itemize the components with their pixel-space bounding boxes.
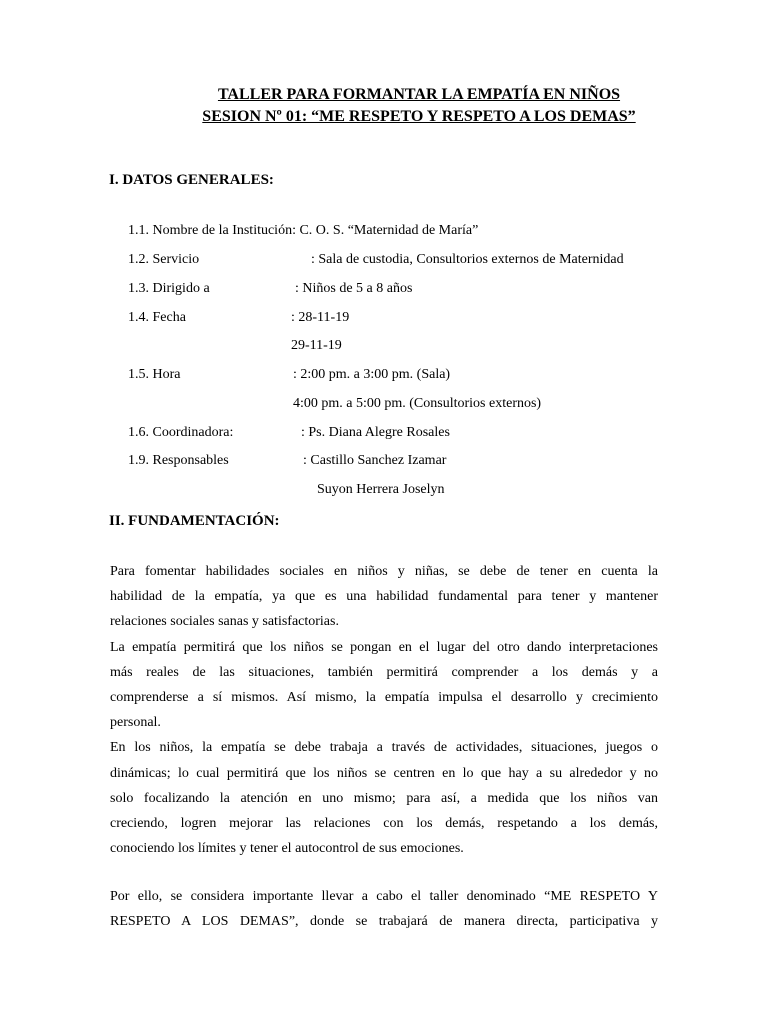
item-value: Suyon Herrera Joselyn — [317, 482, 445, 497]
text-line: La empatía permitirá que los niños se pongan en el lugar del otro dando interpretaciones — [110, 639, 658, 655]
item-label: 1.9. Responsables — [128, 453, 229, 468]
item-label: 1.1. Nombre de la Institución: C. O. S. “Maternidad de María” — [128, 223, 479, 238]
section-heading-fundamentacion: II. FUNDAMENTACIÓN: — [109, 513, 280, 529]
item-label: 1.2. Servicio — [128, 252, 200, 267]
item-value: : Niños de 5 a 8 años — [295, 281, 413, 296]
document-title-line-2: SESION Nº 01: “ME RESPETO Y RESPETO A LOS DEMAS” — [202, 108, 636, 125]
text-line: En los niños, la empatía se debe trabaja a través de actividades, situaciones, juegos o — [110, 740, 658, 756]
item-label: 1.3. Dirigido a — [128, 281, 210, 296]
text-line: personal. — [110, 715, 161, 731]
text-line: dinámicas; lo cual permitirá que los niños se centren en lo que hay a su alrededor y no — [110, 765, 658, 781]
item-value: : Ps. Diana Alegre Rosales — [301, 425, 450, 440]
text-line: habilidad de la empatía, ya que es una habilidad fundamental para tener y mantener — [110, 589, 658, 605]
text-line: más reales de las situaciones, también permitirá comprender a los demás y a — [110, 664, 658, 680]
document-title-line-1: TALLER PARA FORMANTAR LA EMPATÍA EN NIÑOS — [217, 86, 621, 103]
item-value: : Sala de custodia, Consultorios externos de Maternidad — [311, 252, 624, 267]
item-label: 1.5. Hora — [128, 367, 181, 382]
text-line: relaciones sociales sanas y satisfactorias. — [110, 614, 339, 630]
text-line: creciendo, logren mejorar las relaciones con los demás, respetando a los demás, — [110, 815, 658, 831]
item-label: 1.6. Coordinadora: — [128, 425, 234, 440]
text-line: comprenderse a sí mismos. Así mismo, la empatía impulsa el desarrollo y crecimiento — [110, 689, 658, 705]
item-value: : 28-11-19 — [291, 310, 350, 325]
fundamentacion-paragraph-1 — [110, 559, 658, 861]
item-value: 4:00 pm. a 5:00 pm. (Consultorios externos) — [293, 396, 542, 411]
text-line: Por ello, se considera importante llevar a cabo el taller denominado “ME RESPETO Y — [110, 889, 658, 904]
text-line: solo focalizando la atención en uno mismo; para así, a medida que los niños van — [110, 790, 658, 806]
item-value: : Castillo Sanchez Izamar — [303, 453, 447, 468]
fundamentacion-paragraph-2 — [110, 884, 658, 934]
section-heading-datos-generales: I. DATOS GENERALES: — [109, 172, 274, 188]
item-value: : 2:00 pm. a 3:00 pm. (Sala) — [293, 367, 451, 382]
text-line: conociendo los límites y tener el autocontrol de sus emociones. — [110, 841, 464, 857]
item-label: 1.4. Fecha — [128, 310, 186, 325]
text-line: RESPETO A LOS DEMAS”, donde se trabajará de manera directa, participativa y — [110, 914, 658, 930]
item-value: 29-11-19 — [291, 338, 342, 353]
text-line: Para fomentar habilidades sociales en niños y niñas, se debe de tener en cuenta la — [110, 564, 658, 579]
